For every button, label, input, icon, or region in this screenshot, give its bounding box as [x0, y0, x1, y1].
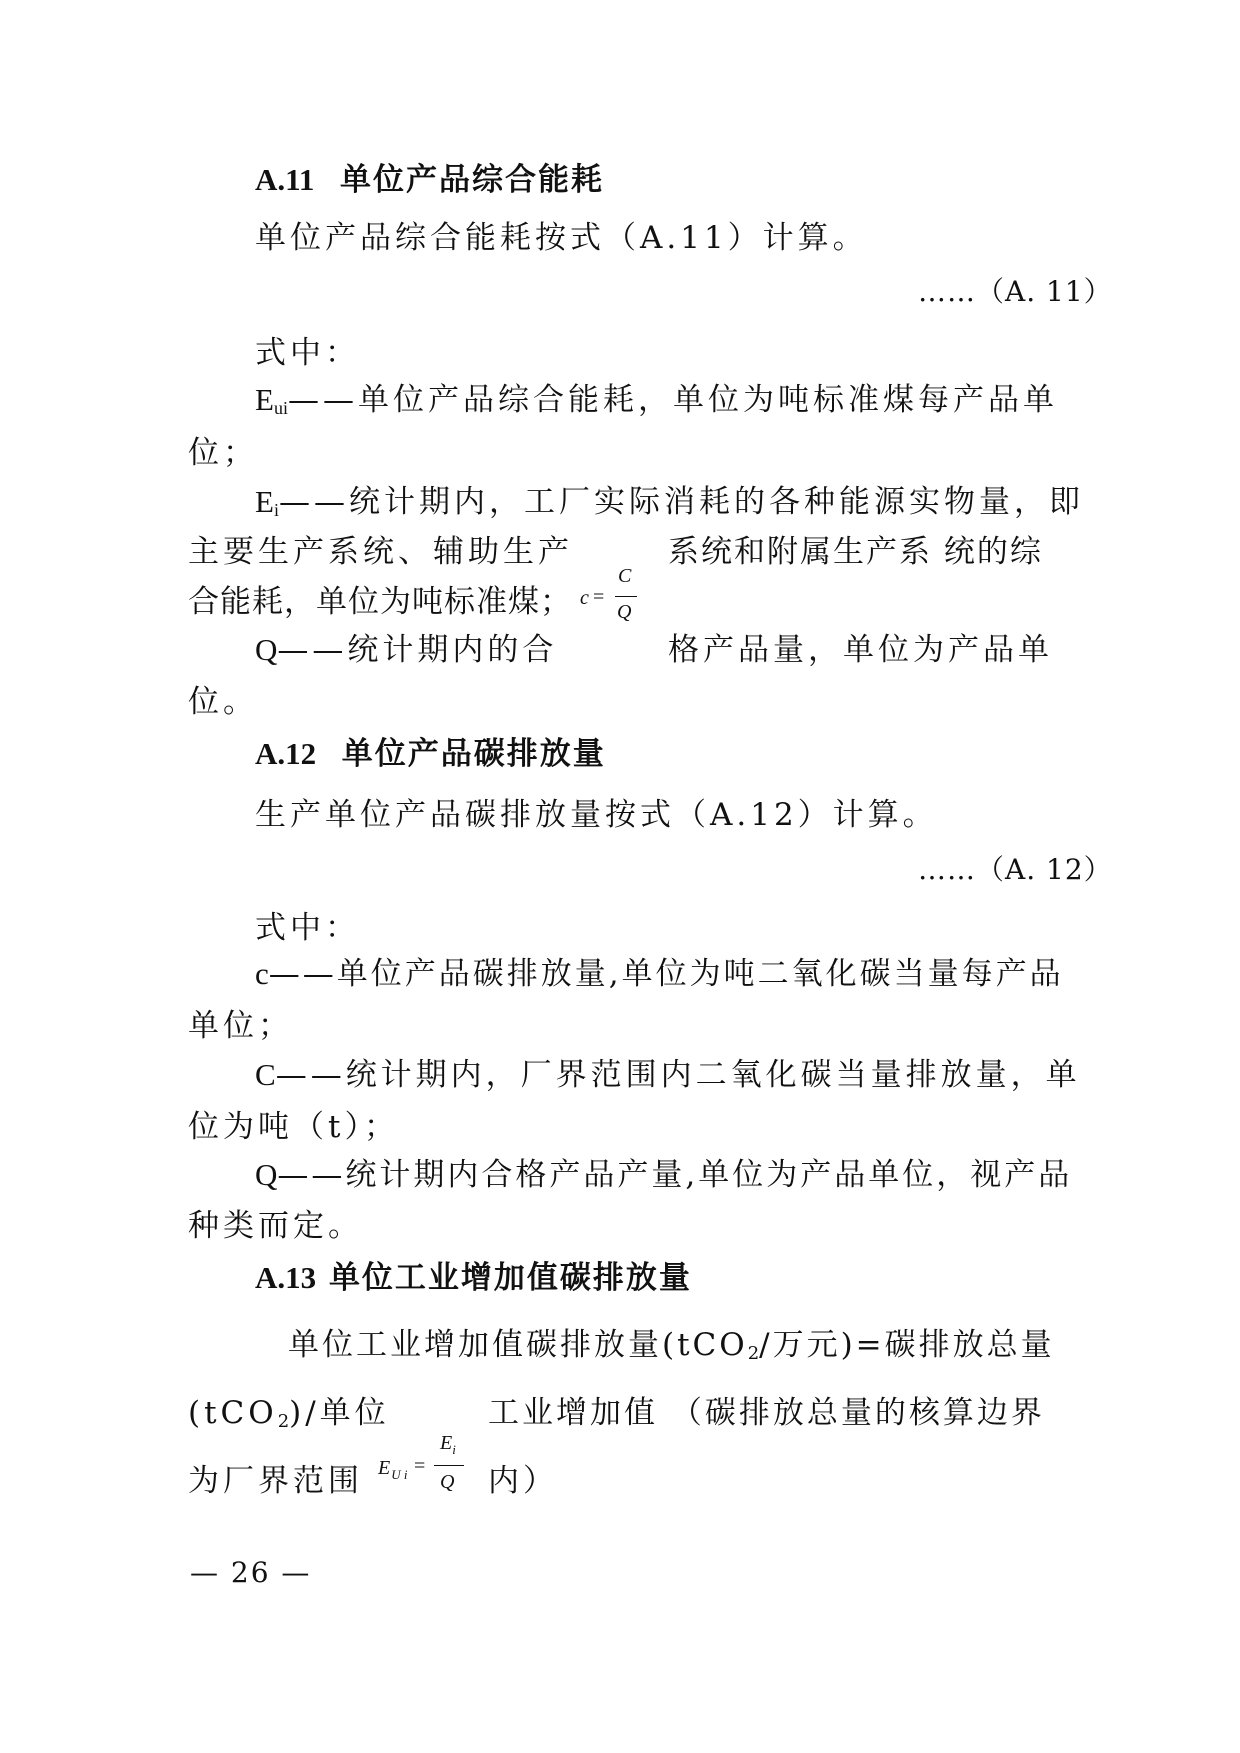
heading-number: A.12	[255, 736, 317, 771]
definition-text: ——单位产品综合能耗，单位为吨标准煤每产品单	[287, 382, 1058, 418]
definition-text: ——统计期内合格产品产量,单位为产品单位，视产品	[277, 1157, 1073, 1193]
symbol-c: c	[255, 956, 269, 991]
formula-denominator: Q	[617, 601, 632, 623]
definition-q	[255, 1155, 1072, 1195]
symbol-q: Q	[255, 1157, 278, 1192]
heading-text: 单位产品碳排放量	[341, 736, 606, 772]
paragraph-intro-a12: 生产单位产品碳排放量按式（A.12）计算。	[255, 797, 938, 833]
definition-text: ——统计期内，厂界范围内二氧化碳当量排放量，单	[275, 1057, 1081, 1093]
heading-number: A.11	[255, 162, 315, 197]
definition-continuation: 系统和附属生产系 统的综	[668, 534, 1043, 570]
definition-continuation: 位为吨（t）；	[188, 1109, 399, 1145]
section-heading-a13	[255, 1258, 692, 1298]
symbol-ei: $E_i$	[255, 484, 279, 520]
definition-text: ——统计期内的合	[277, 632, 558, 668]
formula-numerator: $E_i$	[440, 1432, 456, 1457]
formula-lhs: $E_{U i}$	[378, 1457, 408, 1482]
symbol-eui: $E_{ui}$	[255, 382, 288, 418]
formula-denominator: Q	[440, 1471, 455, 1493]
paragraph-a13-line3: 为厂界范围	[188, 1463, 363, 1499]
fraction-bar	[434, 1465, 464, 1466]
definition-continuation: 种类而定。	[188, 1208, 363, 1244]
heading-text: 单位工业增加值碳排放量	[328, 1260, 692, 1296]
equation-label-a12: ……（A. 12）	[918, 853, 1113, 886]
definition-continuation: 合能耗，单位为吨标准煤；	[188, 584, 572, 620]
definition-q	[255, 630, 557, 670]
symbol-q: Q	[255, 632, 278, 667]
definition-continuation: 主要生产系统、辅助生产	[188, 534, 573, 570]
paragraph-a13-line2-cont: 工业增加值 （碳排放总量的核算边界	[488, 1395, 1045, 1431]
paragraph-a13-line1: 单位工业增加值碳排放量(tCO$_2$/万元)=碳排放总量	[288, 1327, 1055, 1364]
paragraph-intro-a11: 单位产品综合能耗按式（A.11）计算。	[255, 220, 868, 256]
definition-cc	[255, 1055, 1081, 1095]
definition-continuation: 位。	[188, 684, 258, 720]
definition-ei	[255, 482, 1084, 530]
formula-eui-equals-ei-over-q	[378, 1432, 470, 1502]
equation-label-a11: ……（A. 11）	[918, 275, 1113, 308]
paragraph-a13-line3-cont: 内）	[488, 1463, 558, 1499]
definition-c	[255, 954, 1064, 994]
page-number: — 26 —	[190, 1556, 312, 1589]
definition-text: ——统计期内，工厂实际消耗的各种能源实物量，即	[278, 484, 1084, 520]
formula-numerator: C	[618, 565, 632, 587]
formula-equals: =	[414, 1455, 426, 1477]
definition-text: ——单位产品碳排放量,单位为吨二氧化碳当量每产品	[268, 956, 1064, 992]
heading-text: 单位产品综合能耗	[340, 162, 605, 198]
definition-continuation: 格产品量，单位为产品单	[668, 632, 1053, 668]
section-heading-a12	[255, 734, 606, 774]
paragraph-a13-line2: (tCO$_2$)/单位	[188, 1395, 390, 1432]
where-label: 式中：	[255, 910, 360, 946]
definition-continuation: 单位；	[188, 1008, 293, 1044]
definition-continuation: 位；	[188, 435, 258, 471]
definition-eui	[255, 380, 1058, 428]
fraction-bar	[615, 596, 637, 597]
formula-lhs: c	[580, 587, 589, 609]
where-label: 式中：	[255, 335, 360, 371]
heading-number: A.13	[255, 1260, 317, 1295]
symbol-cc: C	[255, 1057, 276, 1092]
formula-c-equals-c-over-q	[580, 565, 642, 631]
section-heading-a11	[255, 160, 604, 200]
formula-equals: =	[593, 586, 605, 608]
